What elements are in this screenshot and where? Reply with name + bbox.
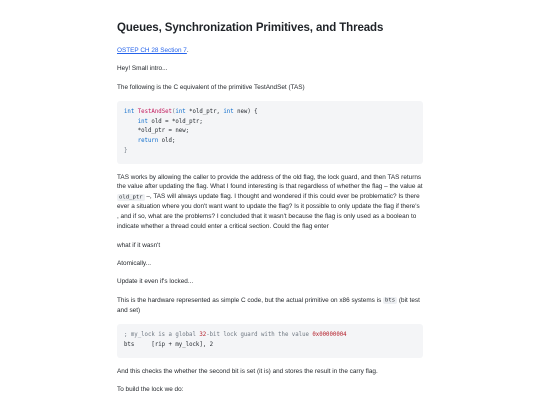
code-line: } <box>124 147 128 154</box>
code-token: int <box>137 118 148 125</box>
code-line <box>124 108 416 118</box>
source-paragraph <box>117 46 423 56</box>
page-title: Queues, Synchronization Primitives, and Threads <box>117 22 384 34</box>
code-token: ; my_lock is a global <box>124 332 200 339</box>
code-token: int <box>124 109 135 116</box>
paragraph-what-if: what if it wasn't <box>117 241 161 249</box>
tas-explanation-paragraph <box>117 173 423 233</box>
hardware-paragraph <box>117 296 423 316</box>
text-run: –, TAS will always update flag. I thought and wondered if this could ever be problematic? Is there ever a situation where you don't want want to update the flag? Is it possible to only update the flag if there's , and if so, what are the problems? I concluded that it wasn't because the flag is only used as a boolean to indicate whether a thread could enter a critical section. Could the flag enter <box>117 193 420 231</box>
inline-code: old_ptr <box>119 194 143 201</box>
source-link[interactable]: OSTEP CH 28 Section 7 <box>117 46 187 54</box>
code-line <box>124 137 416 147</box>
code-token: old; <box>158 138 176 145</box>
code-token: old = *old_ptr; <box>147 118 203 125</box>
lead-paragraph: The following is the C equivalent of the primitive TestAndSet (TAS) <box>117 83 305 91</box>
code-token: TestAndSet <box>137 109 172 116</box>
text-run: This is the hardware represented as simple C code, but the actual primitive on x86 systems is <box>117 296 384 304</box>
code-block-bts <box>117 324 423 357</box>
code-token: *old_ptr, <box>185 109 224 116</box>
code-token: 32 <box>199 332 207 339</box>
paragraph-atomically: Atomically... <box>117 259 151 267</box>
source-suffix: . <box>186 46 189 54</box>
code-token: 0x00000004 <box>312 332 347 339</box>
code-token: *old_ptr = new; <box>137 128 190 135</box>
text-run: (bit test and set) <box>117 296 420 314</box>
code-line <box>124 118 416 128</box>
code-line <box>124 341 416 351</box>
code-token: bts <box>124 341 135 348</box>
build-lock-paragraph: To build the lock we do: <box>117 385 184 393</box>
inline-code: bts <box>385 297 396 304</box>
code-token: int <box>175 109 186 116</box>
code-line <box>124 331 416 341</box>
code-line <box>124 127 416 137</box>
code-block-tas <box>117 101 423 163</box>
code-token: return <box>137 138 159 145</box>
text-run: TAS works by allowing the caller to provide the address of the old flag, the lock guard, and then TAS returns the value after updating the flag. What I found interesting is that regardless of whether the flag – the value at <box>117 173 423 191</box>
article <box>117 22 423 403</box>
code-token: -bit lock guard with the value <box>206 332 313 339</box>
paragraph-update: Update it even if's locked... <box>117 278 194 286</box>
carry-flag-paragraph: And this checks the whether the second bit is set (it is) and stores the result in the carry flag. <box>117 367 378 375</box>
code-token: new) { <box>233 109 258 116</box>
code-token: ( <box>171 109 176 116</box>
code-token: int <box>223 109 234 116</box>
code-token: [rip + my_lock], 2 <box>134 341 214 348</box>
intro-paragraph: Hey! Small intro... <box>117 65 168 73</box>
